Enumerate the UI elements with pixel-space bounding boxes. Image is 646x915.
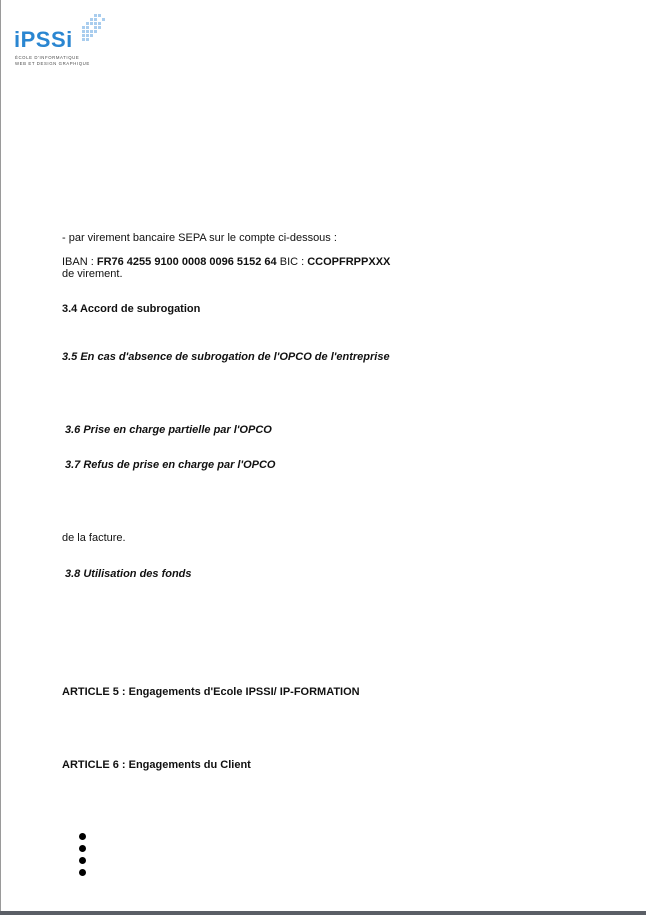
section-3-6-heading: 3.6 Prise en charge partielle par l'OPCO (65, 424, 272, 436)
bullet-list (79, 833, 89, 881)
logo-tagline-1: ÉCOLE D'INFORMATIQUE (15, 55, 80, 60)
bic-label: BIC : (276, 256, 308, 268)
section-3-4-heading: 3.4 Accord de subrogation (62, 303, 201, 315)
logo-tagline-2: WEB ET DESIGN GRAPHIQUE (15, 61, 90, 66)
bullet-point (79, 857, 86, 864)
page-left-border (0, 0, 1, 915)
bic-value: CCOPFRPPXXX (307, 256, 391, 268)
section-3-5-heading: 3.5 En cas d'absence de subrogation de l'OPCO de l'entreprise (62, 351, 390, 363)
logo-dots-icon (80, 14, 110, 50)
page-bottom-bar (0, 911, 646, 915)
section-3-8-heading: 3.8 Utilisation des fonds (65, 568, 192, 580)
iban-value: FR76 4255 9100 0008 0096 5152 64 (96, 256, 277, 268)
article-6-heading: ARTICLE 6 : Engagements du Client (62, 759, 251, 771)
facture-text: de la facture. (62, 532, 126, 544)
logo-wordmark: iPSSi (14, 27, 73, 52)
section-3-7-heading: 3.7 Refus de prise en charge par l'OPCO (65, 459, 276, 471)
payment-method-text: - par virement bancaire SEPA sur le compte ci-dessous : (62, 232, 337, 244)
bullet-point (79, 833, 86, 840)
iban-label: IBAN : (62, 256, 97, 268)
bullet-point (79, 869, 86, 876)
ipssi-logo (14, 14, 114, 70)
bullet-point (79, 845, 86, 852)
virement-text: de virement. (62, 268, 123, 280)
article-5-heading: ARTICLE 5 : Engagements d'Ecole IPSSI/ IP-FORMATION (62, 686, 360, 698)
